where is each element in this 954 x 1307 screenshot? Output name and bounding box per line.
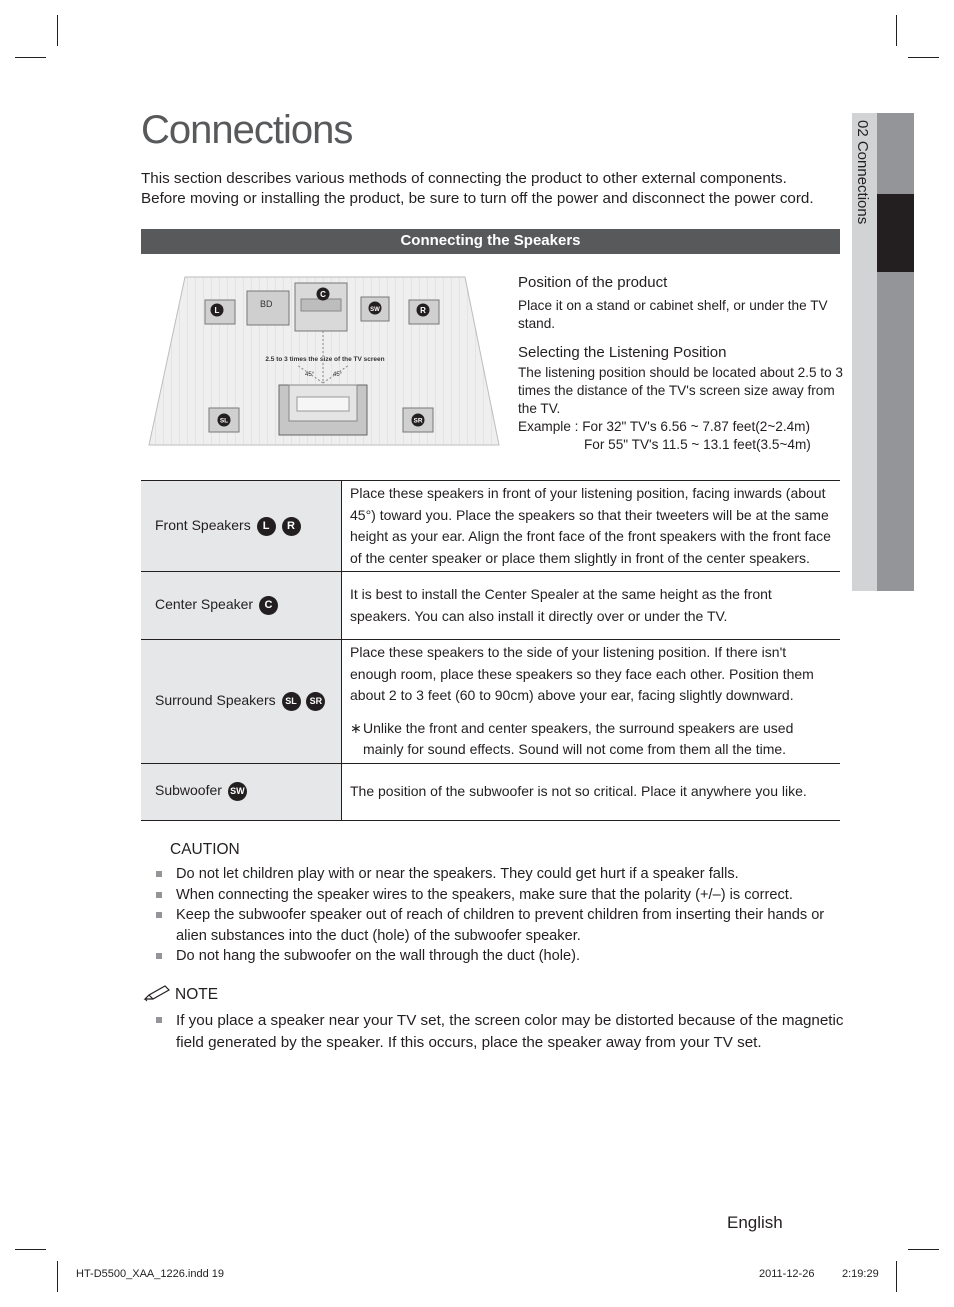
surround-left-badge: SL	[219, 417, 229, 425]
table-row	[141, 572, 840, 640]
list-item: When connecting the speaker wires to the speakers, make sure that the polarity (+/–) is correct.	[156, 885, 846, 906]
list-item: Do not let children play with or near the speakers. They could get hurt if a speaker falls.	[156, 864, 846, 885]
subwoofer	[361, 297, 389, 321]
star-mark: ∗	[350, 719, 362, 736]
front-left-badge: L	[214, 306, 220, 315]
front-speakers-label: Front Speakers L R	[141, 481, 342, 572]
sr-badge: SR	[306, 692, 325, 711]
angle-right-label: 45°	[333, 372, 343, 378]
intro-text	[141, 169, 841, 209]
page-title: Connections	[141, 108, 353, 152]
file-date: 2011-12-26	[759, 1268, 815, 1280]
surround-note-text: Unlike the front and center speakers, the surround speakers are used mainly for sound effects. Sound will not come from them all the time.	[363, 719, 794, 757]
surround-speakers-text	[342, 640, 841, 764]
bd-player	[247, 291, 289, 325]
listening-line: Example : For 32" TV's 6.56 ~ 7.87 feet(2~2.4m)	[518, 419, 811, 434]
table-row	[141, 640, 840, 764]
language-label: English	[727, 1213, 783, 1232]
distance-label: 2.5 to 3 times the size of the TV screen	[265, 356, 385, 363]
position-text: Place it on a stand or cabinet shelf, or under the TV stand.	[518, 298, 828, 331]
subwoofer-text: The position of the subwoofer is not so critical. Place it anywhere you like.	[342, 763, 841, 820]
intro-line: This section describes various methods of connecting the product to other external components.	[141, 170, 787, 187]
surround-left-speaker	[209, 408, 239, 432]
side-tab-label: 02 Connections	[854, 120, 871, 225]
c-badge: C	[259, 596, 278, 615]
center-speaker	[295, 283, 347, 331]
sw-badge: SW	[228, 782, 247, 801]
speaker-table	[141, 480, 840, 821]
note-heading: NOTE	[175, 986, 219, 1003]
surround-right-speaker	[403, 408, 433, 432]
file-info: HT-D5500_XAA_1226.indd 19	[76, 1268, 224, 1280]
sl-badge: SL	[282, 692, 301, 711]
crop-mark	[15, 1249, 46, 1250]
surround-speakers-label: Surround Speakers SL SR	[141, 640, 342, 764]
front-left-speaker	[205, 300, 235, 324]
crop-mark	[15, 57, 46, 58]
crop-mark	[896, 15, 897, 46]
pencil-icon	[143, 984, 171, 1002]
crop-mark	[57, 15, 58, 46]
caution-heading: CAUTION	[170, 841, 240, 858]
listening-line: times the distance of the TV's screen size away from	[518, 383, 835, 398]
bd-label: BD	[260, 299, 273, 309]
subwoofer-badge: SW	[370, 307, 380, 313]
crop-mark	[896, 1261, 897, 1292]
crop-mark	[908, 1249, 939, 1250]
intro-line: Before moving or installing the product, be sure to turn off the power and disconnect the power cord.	[141, 190, 814, 207]
l-badge: L	[257, 517, 276, 536]
surround-right-badge: SR	[413, 417, 423, 425]
section-bar: Connecting the Speakers	[141, 229, 840, 254]
angle-left-label: 45°	[305, 372, 315, 378]
table-row	[141, 481, 840, 572]
file-time: 2:19:29	[842, 1268, 879, 1280]
subwoofer-label: Subwoofer SW	[141, 763, 342, 820]
listening-title: Selecting the Listening Position	[518, 344, 727, 361]
surround-note	[350, 718, 832, 761]
listening-line: The listening position should be located about 2.5 to 3	[518, 365, 843, 380]
crop-mark	[908, 57, 939, 58]
listening-text	[518, 364, 843, 454]
listening-line: For 55" TV's 11.5 ~ 13.1 feet(3.5~4m)	[584, 437, 811, 452]
front-speakers-text: Place these speakers in front of your listening position, facing inwards (about 45°) toward you. Place the speakers so that their tweeters will be at the same height as your ear. Align the front face of the front speakers with the front face of the center speaker or place them slightly in front of the center speakers.	[342, 481, 841, 572]
center-speaker-text: It is best to install the Center Spealer at the same height as the front speakers. You can also install it directly over or under the TV.	[342, 572, 841, 640]
surround-main-text: Place these speakers to the side of your listening position. If there isn't enough room, place these speakers so they face each other. Position them about 2 to 3 feet (60 to 90cm) above your ear, facing slightly downward.	[350, 644, 814, 703]
listening-line: the TV.	[518, 401, 561, 416]
list-item: If you place a speaker near your TV set, the screen color may be distorted because of the magnetic field generated by the speaker. If this occurs, place the speaker away from your TV set.	[156, 1010, 846, 1053]
position-title: Position of the product	[518, 274, 668, 291]
center-speaker-label: Center Speaker C	[141, 572, 342, 640]
crop-mark	[57, 1261, 58, 1292]
list-item: Keep the subwoofer speaker out of reach of children to prevent children from inserting their hands or alien substances into the duct (hole) of the subwoofer speaker.	[156, 905, 846, 946]
side-tab-strip	[877, 113, 914, 591]
side-tab-marker	[877, 194, 914, 272]
list-item: Do not hang the subwoofer on the wall through the duct (hole).	[156, 946, 846, 967]
r-badge: R	[282, 517, 301, 536]
speaker-placement-diagram	[147, 275, 502, 450]
front-right-speaker	[409, 300, 439, 324]
table-row	[141, 763, 840, 820]
center-badge: C	[320, 290, 326, 299]
front-right-badge: R	[420, 306, 426, 315]
listening-sofa	[279, 385, 367, 435]
